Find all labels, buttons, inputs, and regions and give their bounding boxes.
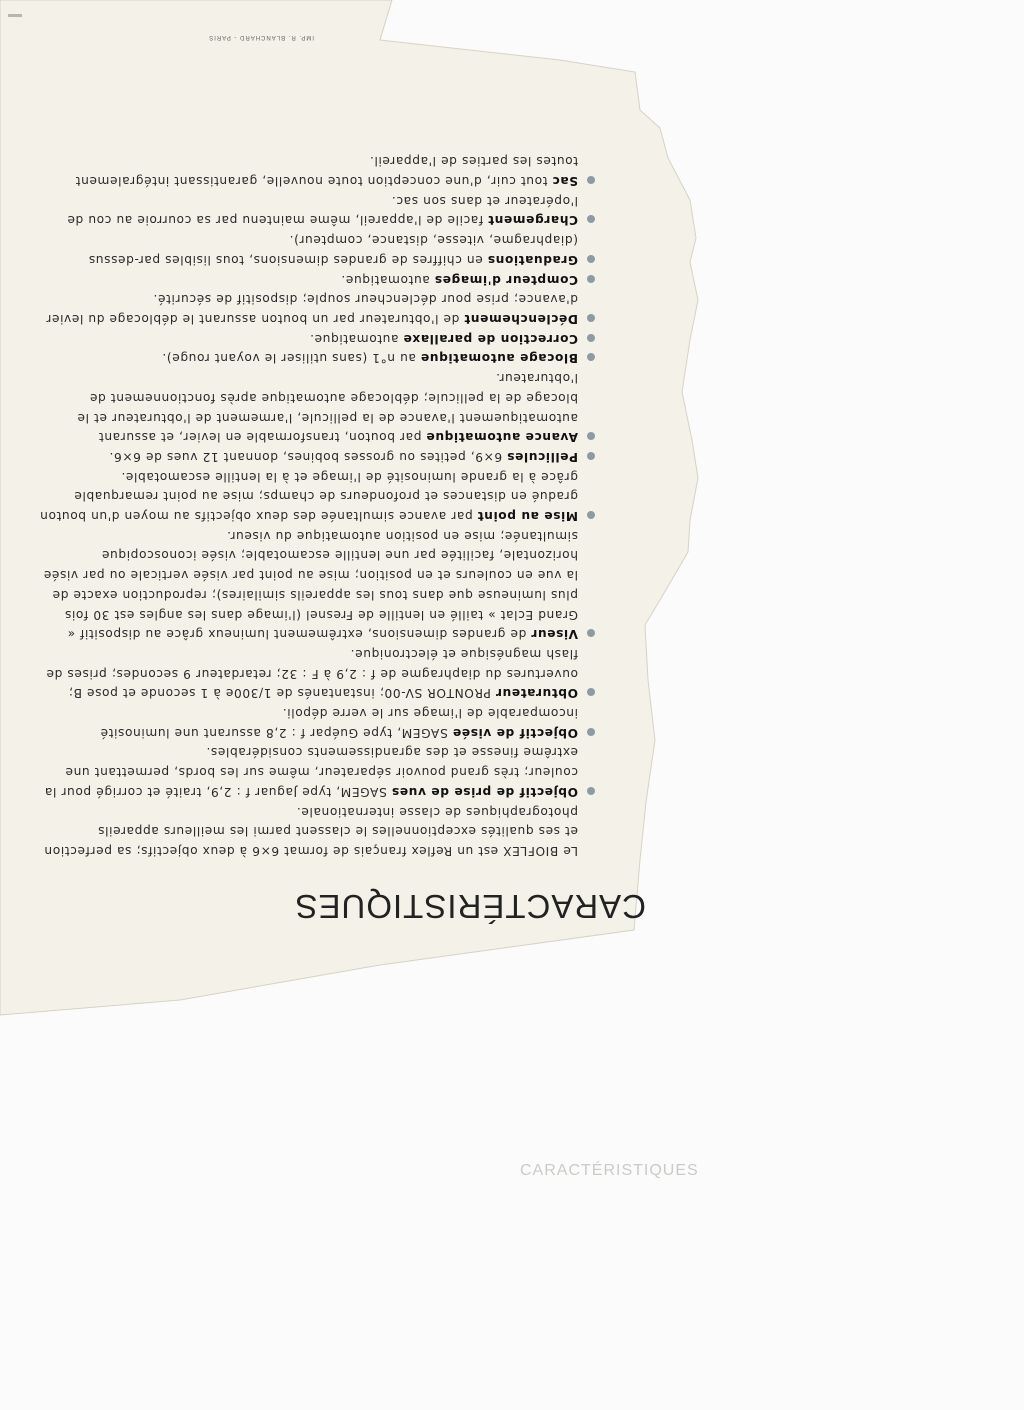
feature-item: [38, 151, 578, 190]
feature-item: [38, 643, 578, 702]
intro-paragraph: Le BIOFLEX est un Reflex français de format 6×6 à deux objectifs; sa perfection et ses qualités exceptionnelles le classent parmi les meilleurs appareils photographiques de classe internationale.: [43, 804, 578, 858]
feature-description: au n°1 (sans utiliser le voyant rouge).: [161, 351, 421, 366]
bullet-icon: [587, 452, 595, 460]
feature-item: [38, 525, 578, 643]
body-text: [38, 151, 578, 860]
feature-description: tout cuir, d'une conception toute nouvelle, garantissant intégralement toutes les parties de l'appareil.: [75, 154, 578, 189]
bullet-icon: [587, 353, 595, 361]
printer-imprint: IMP. R. BLANCHARD - PARIS: [208, 34, 314, 40]
feature-item: [38, 446, 578, 466]
feature-list: [38, 151, 578, 801]
feature-item: [38, 742, 578, 801]
feature-term: Chargement: [487, 213, 578, 228]
bullet-icon: [587, 511, 595, 519]
feature-item: [38, 269, 578, 289]
feature-term: Viseur: [530, 627, 578, 642]
feature-item: [38, 230, 578, 269]
feature-term: Blocage automatique: [420, 351, 578, 366]
feature-term: Objectif de prise de vues: [391, 784, 578, 799]
feature-description: de l'obturateur par un bouton assurant le déblocage du levier d'avance; prise pour déclencheur souple; dispositif de sécurité.: [45, 292, 578, 327]
bullet-icon: [587, 314, 595, 322]
feature-term: Graduations: [487, 252, 578, 267]
feature-item: [38, 702, 578, 741]
bullet-icon: [587, 728, 595, 736]
bullet-icon: [587, 432, 595, 440]
feature-description: PRONTOR SV-00; instantanés de 1/300e à 1 seconde et pose B; ouvertures du diaphragme de f : 2,9 à F : 32; retardateur 9 secondes; prises de flash magnésique et électronique.: [45, 646, 578, 701]
feature-item: [38, 289, 578, 328]
bullet-icon: [587, 255, 595, 263]
feature-item: [38, 348, 578, 368]
feature-term: Déclenchement: [463, 312, 578, 327]
feature-item: [38, 367, 578, 446]
feature-description: facile de l'appareil, même maintenu par sa courroie au cou de l'opérateur et dans son sac.: [66, 193, 578, 228]
feature-description: par avance simultanée des deux objectifs au moyen d'un bouton gradué en distances et profondeurs de champs; mise au point remarquable grâce à la grande luminosité de l'image et à la lentille escamotable.: [39, 469, 578, 524]
feature-description: SAGEM, type Guépar f : 2,8 assurant une luminosité incomparable de l'image sur le verre dépoli.: [99, 706, 578, 740]
bullet-icon: [587, 216, 595, 224]
feature-term: Objectif de visée: [452, 725, 578, 740]
feature-description: automatique.: [309, 331, 403, 346]
feature-term: Correction de parallaxe: [402, 331, 578, 346]
bullet-icon: [587, 275, 595, 283]
feature-description: automatique.: [340, 272, 435, 287]
bullet-icon: [587, 334, 595, 342]
bullet-icon: [587, 688, 595, 696]
feature-description: SAGEM, type Jaguar f : 2,9, traité et corrigé pour la couleur; très grand pouvoir séparateur, même sur les bords, permettant une extrême finesse et des agrandissements considérables.: [44, 745, 578, 799]
bullet-icon: [587, 629, 595, 637]
feature-description: 6×9, petites ou grosses bobines, donnant 12 vues de 6×6.: [108, 449, 507, 464]
bullet-icon: [587, 787, 595, 795]
feature-description: en chiffres de grandes dimensions, tous lisibles par-dessus (diaphragme, vitesse, distance, compteur).: [88, 233, 578, 267]
feature-term: Compteur d'images: [434, 272, 578, 287]
feature-item: [38, 190, 578, 229]
feature-term: Obturateur: [495, 686, 578, 701]
feature-description: de grandes dimensions, extrêmement lumineux grâce au dispositif « Grand Eclat » taillé en lentille de Fresnel (l'image dans les angles est 30 fois plus lumineuse que dans tous les appareils similaires); reproduction exacte de la vue en couleurs et en position; mise au point par visée verticale ou par visée horizontale, facilitée par une lentille escamotable; visée iconoscopique simultanée; mise en position automatique du viseur.: [43, 528, 578, 642]
feature-term: Pellicules: [506, 449, 578, 464]
feature-item: [38, 466, 578, 525]
show-through-title: CARACTÉRISTIQUES: [520, 1162, 699, 1179]
feature-description: par bouton, transformable en levier, et assurant automatiquement l'avance de la pellicule, l'armement de l'obturateur et le blocage de la pellicule; déblocage automatique après fonctionnement de l'obturateur.: [76, 371, 578, 445]
feature-term: Sac: [551, 174, 578, 189]
feature-term: Mise au point: [477, 509, 578, 524]
page-title: CARACTÉRISTIQUES: [294, 888, 646, 925]
bullet-icon: [587, 176, 595, 184]
feature-item: [38, 328, 578, 348]
feature-term: Avance automatique: [425, 430, 578, 445]
